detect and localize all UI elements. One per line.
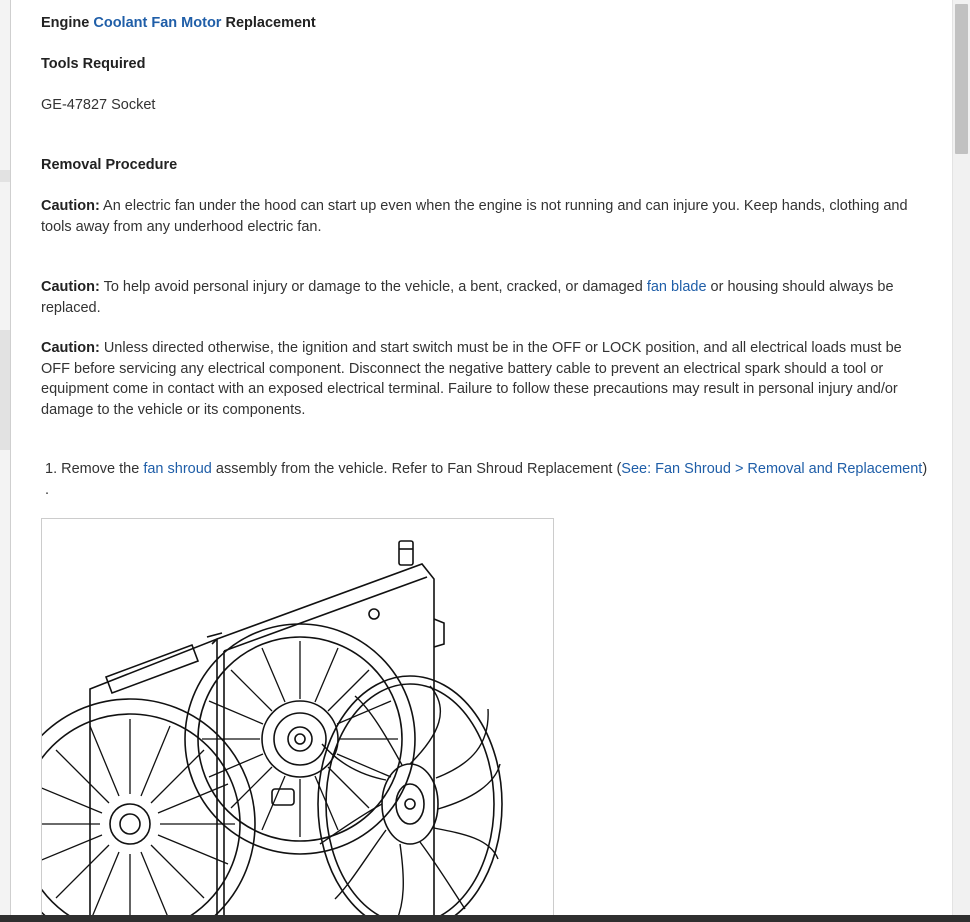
vertical-scrollbar[interactable] [952,0,970,915]
caution-3 [41,338,931,420]
caution-label: Caution: [41,279,100,295]
caution-text: To help avoid personal injury or damage to the vehicle, a bent, cracked, or damaged [99,279,647,295]
rail-marker [0,170,10,182]
step-text: Remove the [57,461,144,477]
tools-heading: Tools Required [41,56,146,72]
fan-assembly-illustration-icon [42,519,554,922]
caution-text: or housing should always be replaced. [41,279,894,316]
caution-label: Caution: [41,340,100,356]
removal-heading: Removal Procedure [41,157,178,173]
title-suffix: Replacement [221,15,316,31]
title-prefix: Engine [41,15,94,31]
page-title [41,13,316,34]
step-text: ) . [45,461,928,498]
tool-item: GE-47827 Socket [41,97,156,113]
caution-label: Caution: [41,198,100,214]
step-text: assembly from the vehicle. Refer to Fan Shroud Replacement ( [211,461,622,477]
coolant-fan-motor-link[interactable]: Coolant Fan Motor [93,15,222,31]
caution-1 [41,196,931,237]
step-1 [45,459,935,500]
left-rail [0,0,11,922]
fan-assembly-figure[interactable] [41,518,554,922]
caution-2 [41,277,931,318]
bottom-bar [0,915,970,922]
caution-text: An electric fan under the hood can start up even when the engine is not running and can injure you. Keep hands, clothing and tools away from any underhood electric fan. [41,198,908,235]
scrollbar-thumb[interactable] [955,4,968,154]
fan-shroud-link[interactable]: fan shroud [143,461,212,477]
caution-text: Unless directed otherwise, the ignition and start switch must be in the OFF or LOCK position, and all electrical loads must be OFF before servicing any electrical component. Disconnect the negative battery cable to prevent an electrical spark should a tool or equipment come in contact with an exposed electrical terminal. Failure to follow these precautions may result in personal injury and/or damage to the vehicle or its components. [41,340,902,418]
rail-marker [0,330,10,450]
fan-shroud-replacement-link[interactable]: See: Fan Shroud > Removal and Replacement [621,461,923,477]
step-number: 1. [45,461,58,477]
fan-blade-link[interactable]: fan blade [646,279,707,295]
